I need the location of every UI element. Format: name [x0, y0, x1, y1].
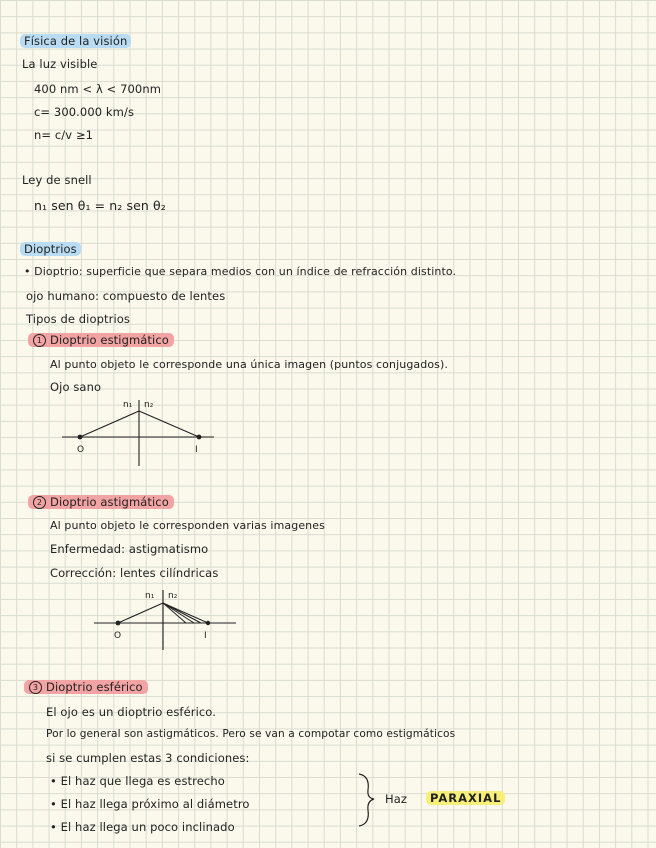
estigmatico-title: Dioptrio estigmático [50, 333, 169, 347]
esferico-bullet-2: • El haz llega próximo al diámetro [50, 797, 250, 811]
number-3-badge: 3 [29, 681, 42, 694]
astigmatico-line3: Corrección: lentes cilíndricas [50, 566, 219, 580]
snell-formula: n₁ sen θ₁ = n₂ sen θ₂ [34, 198, 166, 213]
number-1-badge: 1 [33, 334, 46, 347]
esferico-bullet-1: • El haz que llega es estrecho [50, 774, 225, 788]
estigmatico-line1: Al punto objeto le corresponde una única imagen (puntos conjugados). [50, 358, 448, 371]
astigmatico-line1: Al punto objeto le corresponden varias imagenes [50, 519, 325, 532]
luz-line-wavelength: 400 nm < λ < 700nm [34, 82, 162, 96]
haz-label: Haz [385, 792, 408, 806]
estigmatico-line2: Ojo sano [50, 380, 102, 394]
number-2-badge: 2 [33, 496, 46, 509]
dioptrio-definition: • Dioptrio: superficie que separa medios con un índice de refracción distinto. [24, 265, 457, 278]
luz-line-speed: c= 300.000 km/s [34, 105, 135, 119]
n1-label: n₁ [123, 400, 133, 410]
o-label: O [114, 631, 122, 641]
astigmatico-title: Dioptrio astigmático [50, 495, 169, 509]
esferico-line1: El ojo es un dioptrio esférico. [46, 705, 216, 719]
dioptrios-heading-text: Dioptrios [20, 242, 81, 256]
brace-path [359, 774, 374, 826]
luz-heading: La luz visible [22, 57, 98, 71]
n2-label: n₂ [144, 400, 154, 410]
esferico-line3: si se cumplen estas 3 condiciones: [46, 751, 250, 765]
paraxial-text: PARAXIAL [426, 791, 505, 805]
esferico-line2: Por lo general son astigmáticos. Pero se van a compotar como estigmáticos [46, 728, 456, 740]
page-title-text: Física de la visión [20, 34, 131, 48]
ojo-humano-line: ojo humano: compuesto de lentes [26, 289, 226, 303]
i-label: I [195, 445, 198, 455]
esferico-title: Dioptrio esférico [46, 680, 143, 694]
astigmatico-line2: Enfermedad: astigmatismo [50, 542, 209, 556]
o-label: O [77, 445, 85, 455]
snell-heading: Ley de snell [22, 173, 92, 187]
tipos-line: Tipos de dioptrios [26, 312, 130, 326]
paraxial-label [426, 791, 505, 805]
n2-label: n₂ [168, 591, 178, 601]
i-label: I [204, 631, 207, 641]
n1-label: n₁ [145, 591, 155, 601]
esferico-bullet-3: • El haz llega un poco inclinado [50, 820, 235, 834]
luz-line-index: n= c/v ≥1 [34, 128, 94, 142]
